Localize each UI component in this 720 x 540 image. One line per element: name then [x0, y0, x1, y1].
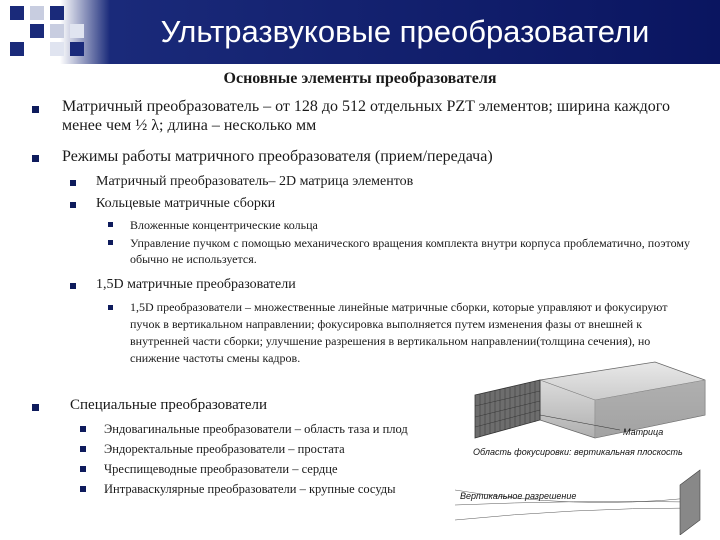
bullet-square-icon: [70, 202, 76, 208]
slide-header: [0, 0, 720, 64]
bullet-ring-nested: Вложенные концентрические кольца: [130, 218, 318, 232]
bullet-square-icon: [80, 446, 86, 452]
header-decoration: [0, 0, 110, 64]
special-item: Чреспищеводные преобразователи – сердце: [104, 462, 338, 476]
bullet-special: Специальные преобразователи: [70, 397, 268, 413]
special-item: Эндовагинальные преобразователи – область таза и плод: [104, 422, 408, 436]
bullet-square-icon: [80, 426, 86, 432]
bullet-square-icon: [32, 155, 39, 162]
special-item: Эндоректальные преобразователи – простата: [104, 442, 345, 456]
bullet-ring-control: Управление пучком с помощью механического вращения комплекта внутри корпуса проблематично, поэтому обычно не используется.: [130, 236, 690, 266]
label-matrix: Матрица: [623, 427, 664, 437]
bullet-square-icon: [70, 283, 76, 289]
bullet-15d-desc: 1,5D преобразователи – множественные линейные матричные сборки, которые управляют и фокусируют пучок в вертикальном направлении; фокусировка выполняется путем изменения фазы от внешней к внутренней части сборки; улучшение разрешения в вертикальном направлении(толщина сечения), но снижение частоты смены кадров.: [130, 300, 668, 365]
slide-title: Ультразвуковые преобразователи: [160, 14, 650, 49]
transducer-diagram: [455, 360, 715, 535]
bullet-matrix: Матричный преобразователь – от 128 до 512 отдельных PZT элементов; ширина каждого менее чем ½ λ; длина – несколько мм: [62, 98, 670, 134]
bullet-square-icon: [108, 305, 113, 310]
bullet-square-icon: [80, 466, 86, 472]
bullet-square-icon: [108, 240, 113, 245]
bullet-square-icon: [32, 404, 39, 411]
bullet-square-icon: [80, 486, 86, 492]
label-vertical-resolution: Вертикальное разрешение: [460, 491, 577, 501]
bullet-15d: 1,5D матричные преобразователи: [96, 277, 296, 292]
label-focus-area: Область фокусировки: вертикальная плоскость: [473, 447, 683, 457]
bullet-square-icon: [32, 106, 39, 113]
bullet-ring: Кольцевые матричные сборки: [96, 196, 276, 211]
slide-subtitle: Основные элементы преобразователя: [223, 70, 497, 87]
bullet-modes: Режимы работы матричного преобразователя (прием/передача): [62, 148, 493, 165]
special-item: Интраваскулярные преобразователи – крупные сосуды: [104, 482, 396, 496]
bullet-square-icon: [70, 180, 76, 186]
bullet-matrix-2d: Матричный преобразователь– 2D матрица элементов: [96, 174, 414, 189]
bullet-square-icon: [108, 222, 113, 227]
